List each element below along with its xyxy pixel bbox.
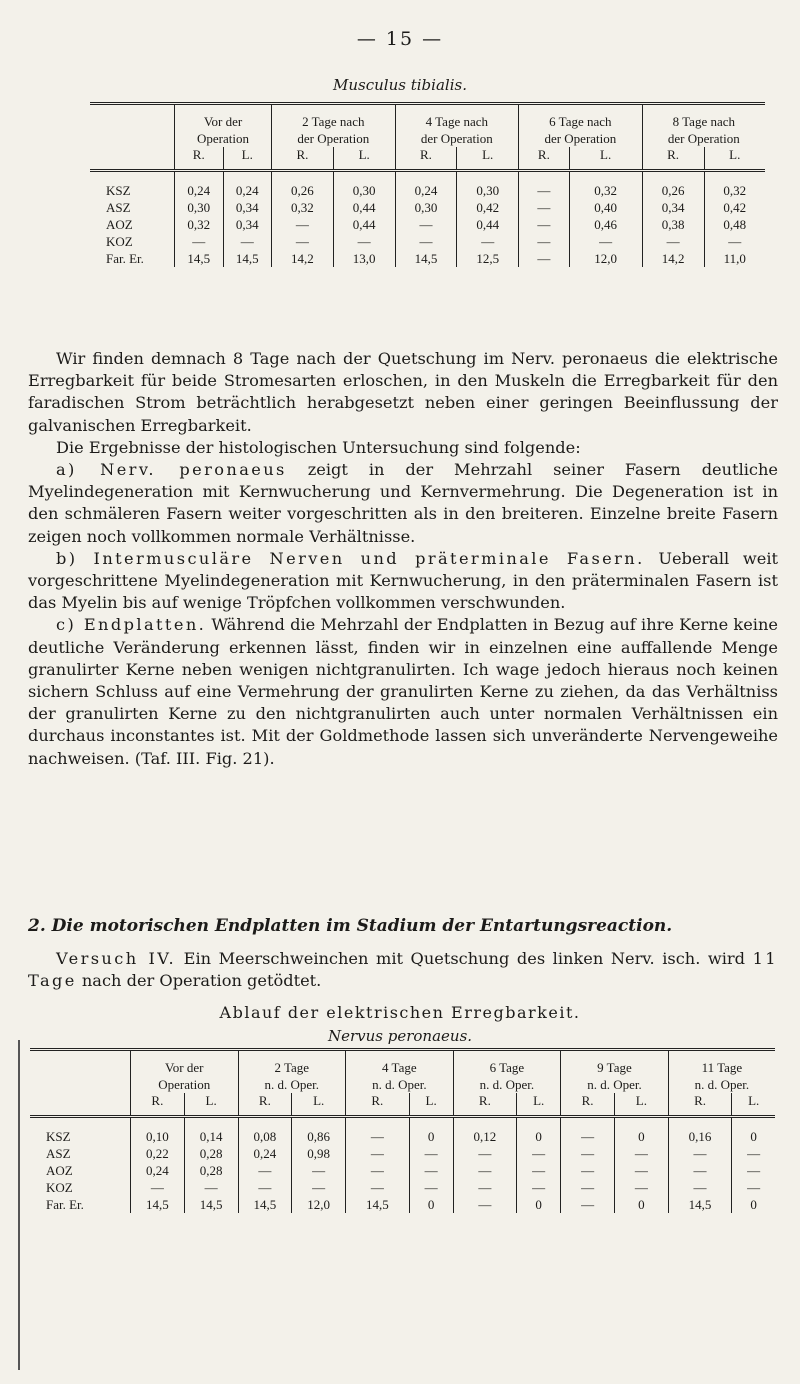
table-cell: — [668, 1162, 732, 1179]
page-edge-line [18, 1040, 20, 1370]
table-cell: — [517, 1145, 561, 1162]
table-cell: 0,44 [333, 199, 395, 216]
table-cell: — [519, 171, 570, 200]
table-cell: — [238, 1179, 292, 1196]
row-label: KOZ [46, 1180, 73, 1195]
para-label: c) Endplatten. [56, 615, 207, 635]
para-text: zeigt in der Mehrzahl seiner Fasern deutliche Myelindegeneration mit Kernwucherung und Kernvermehrung. Die Degeneration ist in den schmäleren Fasern weiter vorgeschritten als in den breiteren. Einzelne breite Fasern zeigen noch vollkommen normale Verhältnisse. [28, 460, 778, 546]
table-cell: — [642, 233, 704, 250]
table-cell: — [561, 1196, 615, 1213]
table-cell: 0 [409, 1196, 453, 1213]
table-cell: — [346, 1117, 410, 1146]
sub-header-l: L. [333, 147, 395, 171]
table-cell: 0,32 [175, 216, 224, 233]
table-cell: 0 [614, 1117, 668, 1146]
sub-header-r: R. [131, 1093, 185, 1117]
para-text: Ueberall weit vorgeschrittene Myelindegeneration mit Kernwucherung, in den präterminalen Fasern ist das Myelin bis auf wenige Tröpfchen vollkommen verschwunden. [28, 548, 779, 613]
table-cell: 0,30 [175, 199, 224, 216]
table-cell: 0,44 [333, 216, 395, 233]
para-text: Während die Mehrzahl der Endplatten in Bezug auf ihre Kerne keine deutliche Veränderung erkennen lässt, finden wir in einzelnen eine auffallende Menge granulirter Kerne neben wenigen nichtgranulirten. Ich wage jedoch hieraus noch keinen sichern Schluss auf eine Vermehrung der granulirten Kerne zu ziehen, da das Verhältniss der granulirten Kerne zu den nichtgranulirten auch unter normalen Verhältnissen ein durchaus inconstantes ist. Mit der Goldmethode lassen sich unveränderte Nervengeweihe nachweisen. (Taf. III. Fig. 21). [28, 615, 778, 768]
table-cell: 14,5 [346, 1196, 410, 1213]
sub-header-r: R. [453, 1093, 517, 1117]
para-summary: Wir finden demnach 8 Tage nach der Quetschung im Nerv. peronaeus die elektrische Erregbarkeit für beide Stromesarten erloschen, in den Muskeln die Erregbarkeit für den faradischen Strom beträchtlich herabgesetzt neben einer geringen Beeinflussung der galvanischen Erregbarkeit. [28, 349, 778, 435]
table-cell: — [175, 233, 224, 250]
table-cell: 12,0 [569, 250, 642, 267]
period-header: Vor der Operation [131, 1050, 239, 1094]
para-results-intro: Die Ergebnisse der histologischen Untersuchung sind folgende: [56, 437, 581, 457]
table-cell: 14,2 [272, 250, 334, 267]
period-header: 9 Tage n. d. Oper. [561, 1050, 669, 1094]
table-row [90, 216, 765, 233]
ablauf-heading: Ablauf der elektrischen Erregbarkeit. [219, 1003, 581, 1022]
period-header: 4 Tage n. d. Oper. [346, 1050, 454, 1094]
period-header: 6 Tage nach der Operation [519, 104, 643, 148]
table-cell: — [346, 1179, 410, 1196]
sub-header-l: L. [732, 1093, 775, 1117]
table-row [90, 199, 765, 216]
sub-header-l: L. [569, 147, 642, 171]
table-cell: 0,38 [642, 216, 704, 233]
table-cell: — [409, 1179, 453, 1196]
table-cell: 0,32 [704, 171, 765, 200]
table-cell: 14,5 [184, 1196, 238, 1213]
table-cell: — [704, 233, 765, 250]
period-header: Vor der Operation [175, 104, 272, 148]
table2 [30, 1048, 775, 1213]
table-cell: 0,10 [131, 1117, 185, 1146]
row-label: ASZ [106, 200, 131, 215]
table-cell: 13,0 [333, 250, 395, 267]
table-cell: — [517, 1179, 561, 1196]
table-cell: — [519, 216, 570, 233]
versuch-paragraph [28, 948, 778, 992]
table-cell: 0 [409, 1117, 453, 1146]
table-cell: — [409, 1145, 453, 1162]
corner-cell [90, 104, 175, 171]
table-cell: 0,14 [184, 1117, 238, 1146]
table-cell: — [395, 233, 457, 250]
table-row [30, 1145, 775, 1162]
table-cell: — [346, 1162, 410, 1179]
table-cell: — [614, 1179, 668, 1196]
versuch-label: Versuch IV. [56, 949, 177, 968]
table-cell: 0,22 [131, 1145, 185, 1162]
table-cell: 14,5 [395, 250, 457, 267]
table-cell: — [453, 1179, 517, 1196]
sub-header-r: R. [346, 1093, 410, 1117]
table-cell: — [519, 233, 570, 250]
period-header: 11 Tage n. d. Oper. [668, 1050, 775, 1094]
table-cell: 0,40 [569, 199, 642, 216]
table-cell: — [569, 233, 642, 250]
para-nerv-peronaeus [28, 459, 778, 548]
table1-caption: Musculus tibialis. [333, 76, 467, 94]
sub-header-r: R. [175, 147, 224, 171]
section-heading: 2. Die motorischen Endplatten im Stadium der Entartungsreaction. [28, 916, 673, 936]
table-cell: 0,26 [272, 171, 334, 200]
table-cell: 0,44 [457, 216, 519, 233]
table-cell: 0,16 [668, 1117, 732, 1146]
table-cell: 0,32 [272, 199, 334, 216]
versuch-days: 11 Tage [28, 949, 778, 991]
row-label: KSZ [106, 183, 131, 198]
sub-header-l: L. [704, 147, 765, 171]
table-cell: 0,28 [184, 1162, 238, 1179]
row-label: ASZ [46, 1146, 71, 1161]
sub-header-r: R. [395, 147, 457, 171]
table-cell: — [272, 216, 334, 233]
sub-header-r: R. [519, 147, 570, 171]
table2-caption: Nervus peronaeus. [327, 1027, 473, 1045]
table-cell: — [732, 1145, 775, 1162]
table-cell: 0,26 [642, 171, 704, 200]
table-cell: 0,24 [131, 1162, 185, 1179]
table-cell: 0,12 [453, 1117, 517, 1146]
sub-header-r: R. [668, 1093, 732, 1117]
table-cell: 0,98 [292, 1145, 346, 1162]
table-cell: 0,30 [457, 171, 519, 200]
table-cell: 14,5 [238, 1196, 292, 1213]
table-cell: 0,42 [457, 199, 519, 216]
table-cell: — [732, 1179, 775, 1196]
table-cell: — [614, 1162, 668, 1179]
table-cell: 0,34 [642, 199, 704, 216]
table-cell: — [614, 1145, 668, 1162]
table-cell: — [333, 233, 395, 250]
table-cell: — [668, 1145, 732, 1162]
table-cell: 0,28 [184, 1145, 238, 1162]
row-label: AOZ [106, 217, 133, 232]
row-label: Far. Er. [46, 1197, 84, 1212]
table-cell: — [561, 1162, 615, 1179]
table-cell: 0,34 [223, 216, 272, 233]
row-label: AOZ [46, 1163, 73, 1178]
versuch-text-end: nach der Operation getödtet. [76, 971, 322, 991]
table-cell: — [561, 1117, 615, 1146]
table-cell: — [519, 250, 570, 267]
table-cell: — [561, 1179, 615, 1196]
period-header: 2 Tage nach der Operation [272, 104, 396, 148]
table-cell: — [292, 1162, 346, 1179]
table-cell: — [131, 1179, 185, 1196]
table-cell: 0 [614, 1196, 668, 1213]
sub-header-r: R. [561, 1093, 615, 1117]
table-cell: 0,46 [569, 216, 642, 233]
table-cell: — [395, 216, 457, 233]
para-endplatten [28, 614, 778, 769]
table-cell: — [346, 1145, 410, 1162]
table-cell: — [561, 1145, 615, 1162]
sub-header-l: L. [517, 1093, 561, 1117]
sub-header-l: L. [614, 1093, 668, 1117]
table-cell: 12,5 [457, 250, 519, 267]
table-cell: — [732, 1162, 775, 1179]
period-header: 6 Tage n. d. Oper. [453, 1050, 561, 1094]
page-number: — 15 — [356, 28, 444, 50]
sub-header-l: L. [292, 1093, 346, 1117]
table-cell: — [238, 1162, 292, 1179]
table-cell: — [519, 199, 570, 216]
sub-header-l: L. [409, 1093, 453, 1117]
table-cell: 12,0 [292, 1196, 346, 1213]
sub-header-l: L. [223, 147, 272, 171]
table-cell: 0,30 [333, 171, 395, 200]
sub-header-l: L. [457, 147, 519, 171]
table-cell: 0,30 [395, 199, 457, 216]
table-cell: 0,34 [223, 199, 272, 216]
para-label: b) Intermusculäre Nerven und präterminale Fasern. [56, 548, 645, 568]
table-cell: 0 [517, 1117, 561, 1146]
corner-cell [30, 1050, 131, 1117]
table-cell: 14,5 [131, 1196, 185, 1213]
table-cell: 0,24 [223, 171, 272, 200]
table-row [30, 1196, 775, 1213]
row-label: KSZ [46, 1129, 71, 1144]
row-label: Far. Er. [106, 251, 144, 266]
table-row [30, 1162, 775, 1179]
table-cell: 14,5 [668, 1196, 732, 1213]
table-row [90, 233, 765, 250]
table-cell: — [223, 233, 272, 250]
table-cell: — [457, 233, 519, 250]
row-label: KOZ [106, 234, 133, 249]
table-row [90, 250, 765, 267]
table-cell: — [453, 1145, 517, 1162]
table-cell: 0 [517, 1196, 561, 1213]
body-text [28, 348, 778, 770]
table-cell: 14,2 [642, 250, 704, 267]
table-cell: 0,24 [175, 171, 224, 200]
period-header: 4 Tage nach der Operation [395, 104, 519, 148]
table-cell: 0 [732, 1196, 775, 1213]
table-row [30, 1117, 775, 1146]
period-header: 2 Tage n. d. Oper. [238, 1050, 346, 1094]
para-intermusculaer [28, 548, 778, 615]
table-cell: — [668, 1179, 732, 1196]
table-cell: 14,5 [175, 250, 224, 267]
table-cell: 11,0 [704, 250, 765, 267]
table-cell: — [409, 1162, 453, 1179]
table-cell: 0,24 [395, 171, 457, 200]
table-cell: — [184, 1179, 238, 1196]
versuch-text: Ein Meerschweinchen mit Quetschung des linken Nerv. isch. wird [176, 949, 753, 968]
sub-header-r: R. [272, 147, 334, 171]
table-cell: 0,48 [704, 216, 765, 233]
table-cell: — [292, 1179, 346, 1196]
table1 [90, 102, 765, 267]
table-row [30, 1179, 775, 1196]
table-cell: — [272, 233, 334, 250]
table-cell: 0,08 [238, 1117, 292, 1146]
sub-header-l: L. [184, 1093, 238, 1117]
table-cell: 0 [732, 1117, 775, 1146]
table-row [90, 171, 765, 200]
sub-header-r: R. [238, 1093, 292, 1117]
period-header: 8 Tage nach der Operation [642, 104, 765, 148]
table-cell: 0,86 [292, 1117, 346, 1146]
table-cell: — [453, 1162, 517, 1179]
table-cell: — [453, 1196, 517, 1213]
table-cell: 0,32 [569, 171, 642, 200]
table-cell: 14,5 [223, 250, 272, 267]
table-cell: — [517, 1162, 561, 1179]
sub-header-r: R. [642, 147, 704, 171]
table-cell: 0,42 [704, 199, 765, 216]
table-cell: 0,24 [238, 1145, 292, 1162]
para-label: a) Nerv. peronaeus [56, 460, 287, 480]
